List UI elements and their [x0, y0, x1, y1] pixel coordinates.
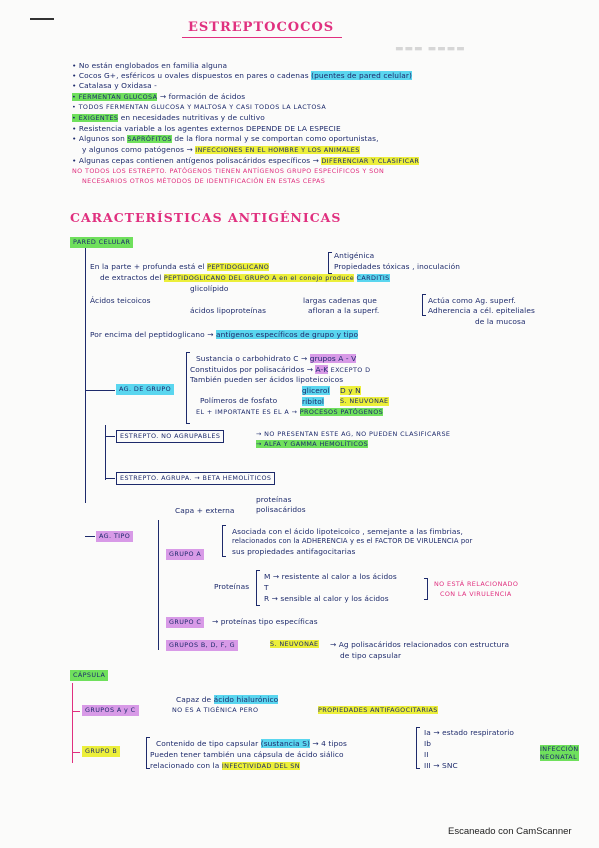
pueden-text: Pueden tener también una cápsula de ácido siálico: [150, 750, 344, 759]
no-agrupables-note: → NO PRESENTAN ESTE AG, NO PUEDEN CLASIFICARSE: [256, 430, 451, 438]
ag-tipo-label: AG. TIPO: [96, 531, 133, 542]
no-agrupables-note-2: → ALFA Y GAMMA HEMOLÍTICOS: [256, 440, 369, 448]
grupos-ac-label: GRUPOS A y C: [82, 705, 139, 716]
bracket: [256, 570, 260, 606]
intro-note: NO TODOS LOS ESTREPTO. PATÓGENOS TIENEN ANTÍGENOS GRUPO ESPECÍFICOS Y SON: [72, 167, 385, 175]
r-protein-line: R → sensible al calor y los ácidos: [264, 594, 389, 603]
tree-sub-trunk: [105, 425, 106, 480]
capa-externa-text: Capa + externa: [175, 506, 235, 515]
capsula-label: CÁPSULA: [70, 670, 108, 681]
bracket: [328, 252, 332, 274]
bleed-through-mark: ▬▬▬ ▬▬▬▬: [395, 44, 466, 54]
no-agrupables-box: ESTREPTO. NO AGRUPABLES: [116, 430, 224, 443]
intro-line: • FERMENTAN GLUCOSA → formación de ácidos: [72, 92, 246, 101]
type-iii: III → SNC: [424, 761, 458, 770]
grupo-b-label: GRUPO B: [82, 746, 120, 757]
asociada-line: Asociada con el ácido lipoteicoico , semejante a las fimbrias,: [232, 527, 463, 536]
afloran-text: afloran a la superf.: [308, 306, 380, 315]
intro-line: • Cocos G+, esféricos u ovales dispuestos en pares o cadenas (puentes de pared celular): [72, 71, 412, 80]
antigenic-heading: CARACTERÍSTICAS ANTIGÉNICAS: [70, 210, 342, 225]
polimeros-text: Polímeros de fosfato: [200, 396, 278, 405]
propiedades-text: PROPIEDADES ANTIFAGOCITARIAS: [318, 706, 438, 714]
bracket: [424, 578, 428, 600]
grupo-a-label: GRUPO A: [166, 549, 204, 560]
toxic-props-text: Propiedades tóxicas , inoculación: [334, 262, 460, 271]
scanner-watermark: Escaneado con CamScanner: [448, 826, 572, 837]
tambien-text: También pueden ser ácidos lipoteicoicos: [190, 375, 344, 384]
t-protein-line: T: [264, 583, 269, 592]
intro-line: • EXIGENTES en necesidades nutritivas y de cultivo: [72, 113, 265, 122]
type-ia: Ia → estado respiratorio: [424, 728, 515, 737]
intro-note: NECESARIOS OTROS MÉTODOS DE IDENTIFICACIÓN EN ESTAS CEPAS: [82, 177, 326, 185]
branch: [105, 478, 115, 479]
branch: [72, 752, 80, 753]
intro-line: y algunos como patógenos → INFECCIONES EN EL HOMBRE Y LOS ANIMALES: [82, 145, 360, 154]
ribitol-text: ribitol: [302, 397, 325, 406]
sustancia-line: Sustancia o carbohidrato C → grupos A - V: [196, 354, 357, 363]
glicolipido-text: glicolípido: [190, 284, 229, 293]
acidos-lipoproteinas-text: ácidos lipoproteínas: [190, 306, 267, 315]
top-mark: [30, 18, 54, 20]
title-underline: [182, 37, 342, 38]
glicerol-text: glicerol: [302, 386, 330, 395]
ag-grupo-label: AG. DE GRUPO: [116, 384, 174, 395]
intro-line: • Algunas cepas contienen antígenos polisacáridos específicos → DIFERENCIAR Y CLASIFICAR: [72, 156, 420, 165]
type-ii: II: [424, 750, 429, 759]
intro-line: • No están englobados en familia alguna: [72, 61, 228, 70]
branch: [72, 711, 80, 712]
branch: [85, 390, 115, 391]
ag-polisac-text: → Ag polisacáridos relacionados con estructura: [330, 640, 510, 649]
m-protein-line: M → resistente al calor a los ácidos: [264, 572, 397, 581]
peptidoglicano-line-2: de extractos del PEPTIDOGLICANO DEL GRUPO A en el conejo produce CARDITIS: [100, 273, 390, 282]
proteinas-text: proteínas: [256, 495, 292, 504]
intro-line: • Algunos son SAPRÓFITOS de la flora normal y se comportan como oportunistas,: [72, 134, 379, 143]
constituidos-line: Constituidos por polisacáridos → A-K EXCEPTO D: [190, 365, 371, 374]
polisacaridos-text: polisacáridos: [256, 505, 306, 514]
importante-line: EL + IMPORTANTE ES EL A → PROCESOS PATÓGENOS: [196, 408, 384, 416]
intro-line: • Resistencia variable a los agentes externos DEPENDE DE LA ESPECIE: [72, 124, 341, 133]
agrupables-box: ESTREPTO. AGRUPA. → BETA HEMOLÍTICOS: [116, 472, 275, 485]
proteinas-label: Proteínas: [214, 582, 250, 591]
type-ib: Ib: [424, 739, 432, 748]
infeccion-neonatal-badge: INFECCIÓN NEONATAL: [540, 745, 579, 761]
page-title: ESTREPTOCOCOS: [188, 20, 335, 35]
tipo-capsular-text: de tipo capsular: [340, 651, 402, 660]
relacionado-line: relacionado con la INFECTIVIDAD DEL SN: [150, 761, 300, 770]
grupo-c-label: GRUPO C: [166, 617, 204, 628]
branch: [85, 536, 95, 537]
asociada-line: relacionados con la ADHERENCIA y es el FACTOR DE VIRULENCIA por: [232, 537, 473, 545]
bracket: [186, 352, 190, 424]
intro-line: • TODOS FERMENTAN GLUCOSA Y MALTOSA Y CASI TODOS LA LACTOSA: [72, 103, 327, 111]
grupo-c-note: → proteínas tipo específicas: [212, 617, 318, 626]
por-encima-line: Por encima del peptidoglicano → antígenos específicos de grupo y tipo: [90, 330, 359, 339]
bracket: [222, 525, 226, 557]
contenido-line: Contenido de tipo capsular (sustancia S) → 4 tipos: [156, 739, 347, 748]
asociada-line: sus propiedades antifagocitarias: [232, 547, 356, 556]
adherencia-text: Adherencia a cél. epiteliales: [428, 306, 535, 315]
bracket: [416, 727, 420, 769]
tree-sub-trunk: [158, 520, 159, 650]
largas-cadenas-text: largas cadenas que: [303, 296, 377, 305]
grupos-bdfg-label: GRUPOS B, D, F, G: [166, 640, 238, 651]
capsule-trunk: [72, 683, 73, 763]
acidos-teicoicos-text: Ácidos teicoicos: [90, 296, 151, 305]
neuvonae-2-text: S. NEUVONAE: [270, 640, 319, 648]
bracket: [422, 294, 426, 316]
tree-trunk: [85, 248, 86, 503]
intro-line: • Catalasa y Oxidasa -: [72, 81, 157, 90]
no-relacionado-note: NO ESTÁ RELACIONADO: [434, 580, 519, 588]
virulencia-note: CON LA VIRULENCIA: [440, 590, 512, 598]
antigenica-text: Antigénica: [334, 251, 375, 260]
pared-celular-label: PARED CELULAR: [70, 237, 133, 248]
peptidoglicano-line: En la parte + profunda está el PEPTIDOGLICANO: [90, 262, 270, 271]
mucosa-text: de la mucosa: [475, 317, 526, 326]
dyn-text: D y N: [340, 386, 361, 395]
neuvonae-text: S. NEUVONAE: [340, 397, 389, 405]
no-antigenica-text: NO ES A TIGÉNICA PERO: [172, 706, 259, 714]
actua-text: Actúa como Ag. superf.: [428, 296, 516, 305]
branch: [105, 436, 115, 437]
capaz-line: Capaz de ácido hialurónico: [176, 695, 279, 704]
